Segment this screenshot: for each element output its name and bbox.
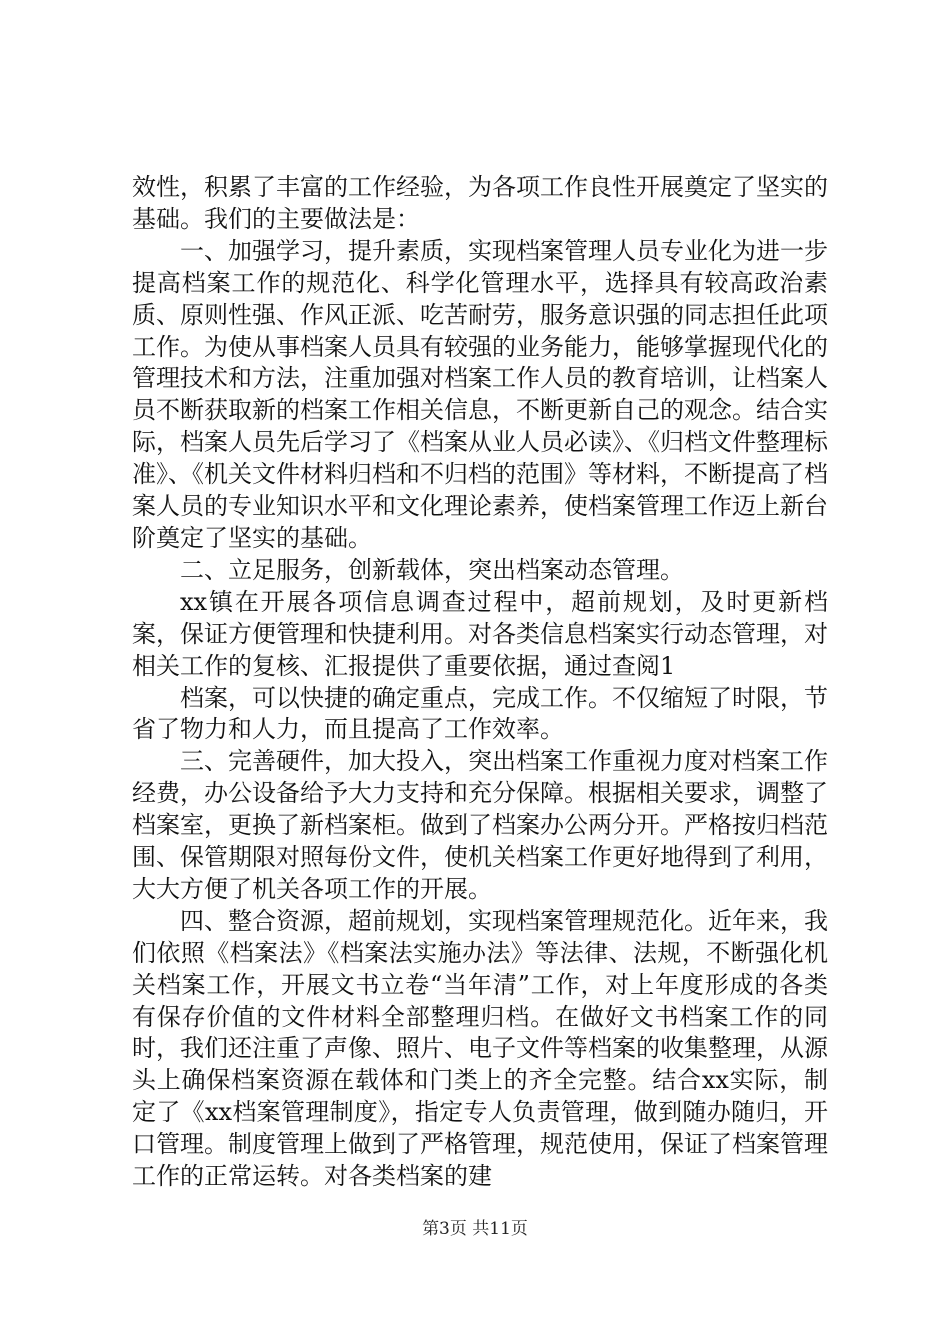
paragraph-6: 三、完善硬件，加大投入，突出档案工作重视力度对档案工作经费，办公设备给予大力支持和充分保障。根据相关要求，调整了档案室，更换了新档案柜。做到了档案办公两分开。严格按归档范围、保管期限对照每份文件，使机关档案工作更好地得到了利用，大大方便了机关各项工作的开展。 [132, 747, 828, 903]
paragraph-2: 一、加强学习，提升素质，实现档案管理人员专业化为进一步提高档案工作的规范化、科学化管理水平，选择具有较高政治素质、原则性强、作风正派、吃苦耐劳，服务意识强的同志担任此项工作。为使从事档案人员具有较强的业务能力，能够掌握现代化的管理技术和方法，注重加强对档案工作人员的教育培训，让档案人员不断获取新的档案工作相关信息，不断更新自己的观念。结合实际，档案人员先后学习了《档案从业人员必读》、《归档文件整理标准》、《机关文件材料归档和不归档的范围》等材料，不断提高了档案人员的专业知识水平和文化理论素养，使档案管理工作迈上新台阶奠定了坚实的基础。 [132, 236, 828, 552]
paragraph-7: 四、整合资源，超前规划，实现档案管理规范化。近年来，我们依照《档案法》《档案法实施办法》等法律、法规，不断强化机关档案工作，开展文书立卷“当年清”工作，对上年度形成的各类有保存价值的文件材料全部整理归档。在做好文书档案工作的同时，我们还注重了声像、照片、电子文件等档案的收集整理，从源头上确保档案资源在载体和门类上的齐全完整。结合xx实际，制定了《xx档案管理制度》，指定专人负责管理，做到随办随归，开口管理。制度管理上做到了严格管理，规范使用，保证了档案管理工作的正常运转。对各类档案的建 [132, 906, 828, 1191]
page-footer: 第3页 共11页 [422, 1219, 528, 1239]
paragraph-1: 效性，积累了丰富的工作经验，为各项工作良性开展奠定了坚实的基础。我们的主要做法是： [132, 173, 828, 233]
paragraph-5: 档案，可以快捷的确定重点，完成工作。不仅缩短了时限，节省了物力和人力，而且提高了工作效率。 [132, 683, 828, 744]
document-body [132, 172, 828, 1193]
paragraph-3: 二、立足服务，创新载体，突出档案动态管理。 [180, 555, 684, 584]
paragraph-4: xx镇在开展各项信息调查过程中，超前规划，及时更新档案，保证方便管理和快捷利用。对各类信息档案实行动态管理，对相关工作的复核、汇报提供了重要依据，通过查阅1 [132, 587, 828, 680]
